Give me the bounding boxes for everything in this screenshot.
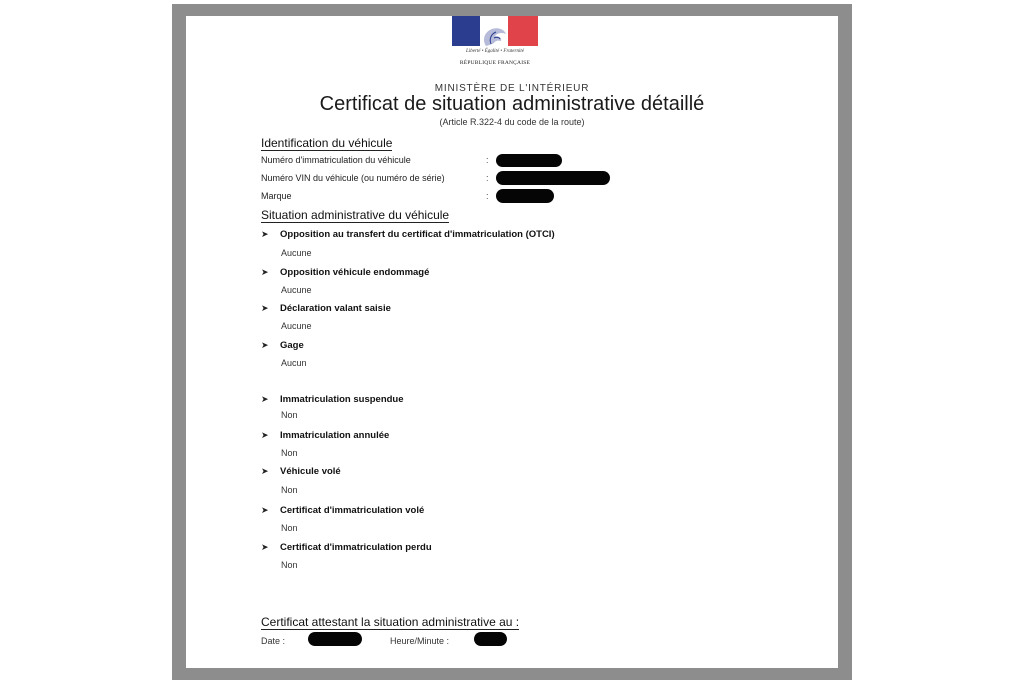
ministry-name: MINISTÈRE DE L'INTÉRIEUR <box>434 83 590 94</box>
status-item-stolen-vehicle <box>261 466 341 477</box>
arrow-right-icon: ➤ <box>261 229 269 239</box>
status-item-damaged-vehicle <box>261 267 429 278</box>
brand-separator: : <box>486 191 489 201</box>
redacted-registration-number <box>496 154 562 167</box>
status-item-stolen-certificate <box>261 505 424 516</box>
status-item-label: Certificat d'immatriculation volé <box>280 505 425 516</box>
arrow-right-icon: ➤ <box>261 505 269 515</box>
date-label: Date : <box>261 636 286 646</box>
vin-number-label: Numéro VIN du véhicule (ou numéro de série) <box>261 173 445 183</box>
situation-heading: Situation administrative du véhicule <box>261 208 450 222</box>
status-item-cancelled-registration <box>261 430 389 441</box>
status-item-label: Déclaration valant saisie <box>280 303 391 314</box>
status-item-value: Aucune <box>281 321 312 331</box>
arrow-right-icon: ➤ <box>261 340 269 350</box>
registration-number-label: Numéro d'immatriculation du véhicule <box>261 155 411 165</box>
status-item-value: Non <box>281 448 298 458</box>
status-item-value: Aucune <box>281 248 312 258</box>
status-item-label: Immatriculation suspendue <box>280 394 404 405</box>
document-subtitle: (Article R.322-4 du code de la route) <box>439 117 585 127</box>
redacted-vin-number <box>496 171 610 185</box>
arrow-right-icon: ➤ <box>261 394 269 404</box>
status-item-label: Véhicule volé <box>280 466 341 477</box>
arrow-right-icon: ➤ <box>261 267 269 277</box>
arrow-right-icon: ➤ <box>261 466 269 476</box>
status-item-pledge <box>261 340 304 351</box>
attestation-heading: Certificat attestant la situation administrative au : <box>261 615 520 629</box>
redacted-brand <box>496 189 554 203</box>
redacted-date <box>308 632 362 646</box>
status-item-value: Aucun <box>281 358 307 368</box>
redacted-time <box>474 632 507 646</box>
status-item-value: Non <box>281 485 298 495</box>
status-item-label: Opposition véhicule endommagé <box>280 267 430 278</box>
registration-number-separator: : <box>486 155 489 165</box>
brand-label: Marque <box>261 191 292 201</box>
status-item-otci <box>261 229 555 240</box>
vin-number-separator: : <box>486 173 489 183</box>
status-item-value: Aucune <box>281 285 312 295</box>
arrow-right-icon: ➤ <box>261 542 269 552</box>
status-item-label: Opposition au transfert du certificat d'immatriculation (OTCI) <box>280 229 555 240</box>
status-item-lost-certificate <box>261 542 432 553</box>
status-item-label: Immatriculation annulée <box>280 430 390 441</box>
arrow-right-icon: ➤ <box>261 430 269 440</box>
status-item-value: Non <box>281 560 298 570</box>
status-item-label: Gage <box>280 340 304 351</box>
document-title: Certificat de situation administrative détaillé <box>319 93 705 115</box>
status-item-value: Non <box>281 523 298 533</box>
marianne-profile-icon <box>472 22 518 48</box>
status-item-label: Certificat d'immatriculation perdu <box>280 542 432 553</box>
status-item-value: Non <box>281 410 298 420</box>
arrow-right-icon: ➤ <box>261 303 269 313</box>
status-item-seizure <box>261 303 391 314</box>
republic-name: RÉPUBLIQUE FRANÇAISE <box>459 60 531 66</box>
status-item-suspended-registration <box>261 394 404 405</box>
time-label: Heure/Minute : <box>390 636 450 646</box>
motto-text: Liberté • Égalité • Fraternité <box>466 49 524 54</box>
republique-francaise-logo <box>452 16 538 72</box>
identification-heading: Identification du véhicule <box>261 136 393 150</box>
